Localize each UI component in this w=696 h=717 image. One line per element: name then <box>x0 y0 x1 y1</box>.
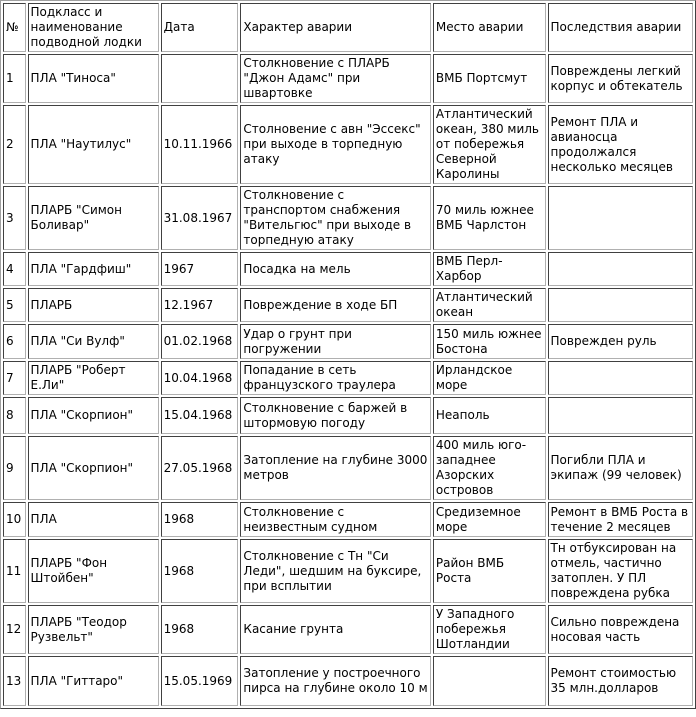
header-accident-nature: Характер аварии <box>240 3 430 52</box>
cell-date: 1968 <box>161 605 239 654</box>
cell-accident-nature: Столкновение с ПЛАРБ "Джон Адамс" при швартовке <box>240 54 430 103</box>
cell-accident-result <box>548 252 693 286</box>
table-row <box>3 361 693 395</box>
cell-date: 15.04.1968 <box>161 397 239 434</box>
cell-accident-nature: Затопление у построечного пирса на глубине около 10 м <box>240 656 430 706</box>
cell-number: 4 <box>3 252 26 286</box>
cell-accident-place: 150 миль южнее Бостона <box>433 324 546 359</box>
cell-accident-place: Район ВМБ Роста <box>433 539 546 603</box>
table-row <box>3 397 693 434</box>
cell-accident-result: Погибли ПЛА и экипаж (99 человек) <box>548 436 693 500</box>
cell-accident-nature: Повреждение в ходе БП <box>240 288 430 322</box>
cell-number: 2 <box>3 105 26 184</box>
cell-accident-nature: Столкновение с Тн "Си Леди", шедшим на буксире, при всплытии <box>240 539 430 603</box>
cell-submarine-name: ПЛАРБ <box>28 288 159 322</box>
table-row <box>3 186 693 250</box>
cell-date: 1967 <box>161 252 239 286</box>
cell-submarine-name: ПЛАРБ "Роберт Е.Ли" <box>28 361 159 395</box>
cell-accident-nature: Попадание в сеть французского траулера <box>240 361 430 395</box>
cell-submarine-name: ПЛА "Скорпион" <box>28 436 159 500</box>
cell-date: 10.11.1966 <box>161 105 239 184</box>
cell-date: 1968 <box>161 539 239 603</box>
cell-accident-place: У Западного побережья Шотландии <box>433 605 546 654</box>
cell-accident-place: Ирландское море <box>433 361 546 395</box>
cell-submarine-name: ПЛА "Гиттаро" <box>28 656 159 706</box>
cell-submarine-name: ПЛА <box>28 502 159 537</box>
cell-accident-place: Средиземное море <box>433 502 546 537</box>
cell-number: 7 <box>3 361 26 395</box>
header-date: Дата <box>161 3 239 52</box>
table-row <box>3 436 693 500</box>
cell-number: 11 <box>3 539 26 603</box>
cell-submarine-name: ПЛА "Наутилус" <box>28 105 159 184</box>
table-row <box>3 502 693 537</box>
cell-date: 10.04.1968 <box>161 361 239 395</box>
cell-number: 10 <box>3 502 26 537</box>
cell-accident-nature: Удар о грунт при погружении <box>240 324 430 359</box>
cell-date: 27.05.1968 <box>161 436 239 500</box>
cell-accident-result <box>548 288 693 322</box>
cell-date: 01.02.1968 <box>161 324 239 359</box>
cell-number: 6 <box>3 324 26 359</box>
table-row <box>3 605 693 654</box>
table-row <box>3 288 693 322</box>
header-number: № <box>3 3 26 52</box>
cell-number: 1 <box>3 54 26 103</box>
cell-accident-nature: Столновение с авн "Эссекс" при выходе в торпедную атаку <box>240 105 430 184</box>
table-row <box>3 105 693 184</box>
cell-accident-place: ВМБ Портсмут <box>433 54 546 103</box>
cell-submarine-name: ПЛА "Скорпион" <box>28 397 159 434</box>
cell-date: 15.05.1969 <box>161 656 239 706</box>
table-row <box>3 324 693 359</box>
cell-accident-place: ВМБ Перл-Харбор <box>433 252 546 286</box>
cell-number: 12 <box>3 605 26 654</box>
cell-accident-nature: Посадка на мель <box>240 252 430 286</box>
header-submarine-name: Подкласс и наименование подводной лодки <box>28 3 159 52</box>
cell-accident-result: Поврежден руль <box>548 324 693 359</box>
table-row <box>3 252 693 286</box>
cell-accident-place: Атлантический океан <box>433 288 546 322</box>
cell-number: 5 <box>3 288 26 322</box>
cell-accident-result: Ремонт ПЛА и авианосца продолжался несколько месяцев <box>548 105 693 184</box>
cell-date: 12.1967 <box>161 288 239 322</box>
cell-submarine-name: ПЛА "Гардфиш" <box>28 252 159 286</box>
cell-accident-nature: Столкновение с баржей в штормовую погоду <box>240 397 430 434</box>
header-accident-result: Последствия аварии <box>548 3 693 52</box>
cell-accident-place: Атлантический океан, 380 миль от побережья Северной Каролины <box>433 105 546 184</box>
cell-accident-result: Повреждены легкий корпус и обтекатель <box>548 54 693 103</box>
cell-accident-result <box>548 186 693 250</box>
cell-accident-place: Неаполь <box>433 397 546 434</box>
cell-date <box>161 54 239 103</box>
cell-accident-place: 400 миль юго-западнее Азорских островов <box>433 436 546 500</box>
table-header-row <box>3 3 693 52</box>
cell-accident-result: Ремонт в ВМБ Роста в течение 2 месяцев <box>548 502 693 537</box>
cell-accident-place: 70 миль южнее ВМБ Чарлстон <box>433 186 546 250</box>
cell-accident-nature: Столкновение с транспортом снабжения "Вительгюс" при выходе в торпедную атаку <box>240 186 430 250</box>
table-row <box>3 656 693 706</box>
cell-accident-nature: Затопление на глубине 3000 метров <box>240 436 430 500</box>
cell-accident-result <box>548 397 693 434</box>
table-row <box>3 54 693 103</box>
cell-accident-result: Ремонт стоимостью 35 млн.долларов <box>548 656 693 706</box>
table-row <box>3 539 693 603</box>
cell-submarine-name: ПЛА "Тиноса" <box>28 54 159 103</box>
cell-number: 9 <box>3 436 26 500</box>
cell-accident-place <box>433 656 546 706</box>
cell-submarine-name: ПЛАРБ "Симон Боливар" <box>28 186 159 250</box>
cell-accident-result: Сильно повреждена носовая часть <box>548 605 693 654</box>
cell-accident-result <box>548 361 693 395</box>
cell-accident-result: Тн отбуксирован на отмель, частично затоплен. У ПЛ повреждена рубка <box>548 539 693 603</box>
cell-submarine-name: ПЛАРБ "Теодор Рузвельт" <box>28 605 159 654</box>
cell-number: 8 <box>3 397 26 434</box>
cell-submarine-name: ПЛА "Си Вулф" <box>28 324 159 359</box>
cell-submarine-name: ПЛАРБ "Фон Штойбен" <box>28 539 159 603</box>
cell-accident-nature: Касание грунта <box>240 605 430 654</box>
cell-number: 13 <box>3 656 26 706</box>
cell-date: 1968 <box>161 502 239 537</box>
header-accident-place: Место аварии <box>433 3 546 52</box>
cell-number: 3 <box>3 186 26 250</box>
cell-accident-nature: Столкновение с неизвестным судном <box>240 502 430 537</box>
cell-date: 31.08.1967 <box>161 186 239 250</box>
